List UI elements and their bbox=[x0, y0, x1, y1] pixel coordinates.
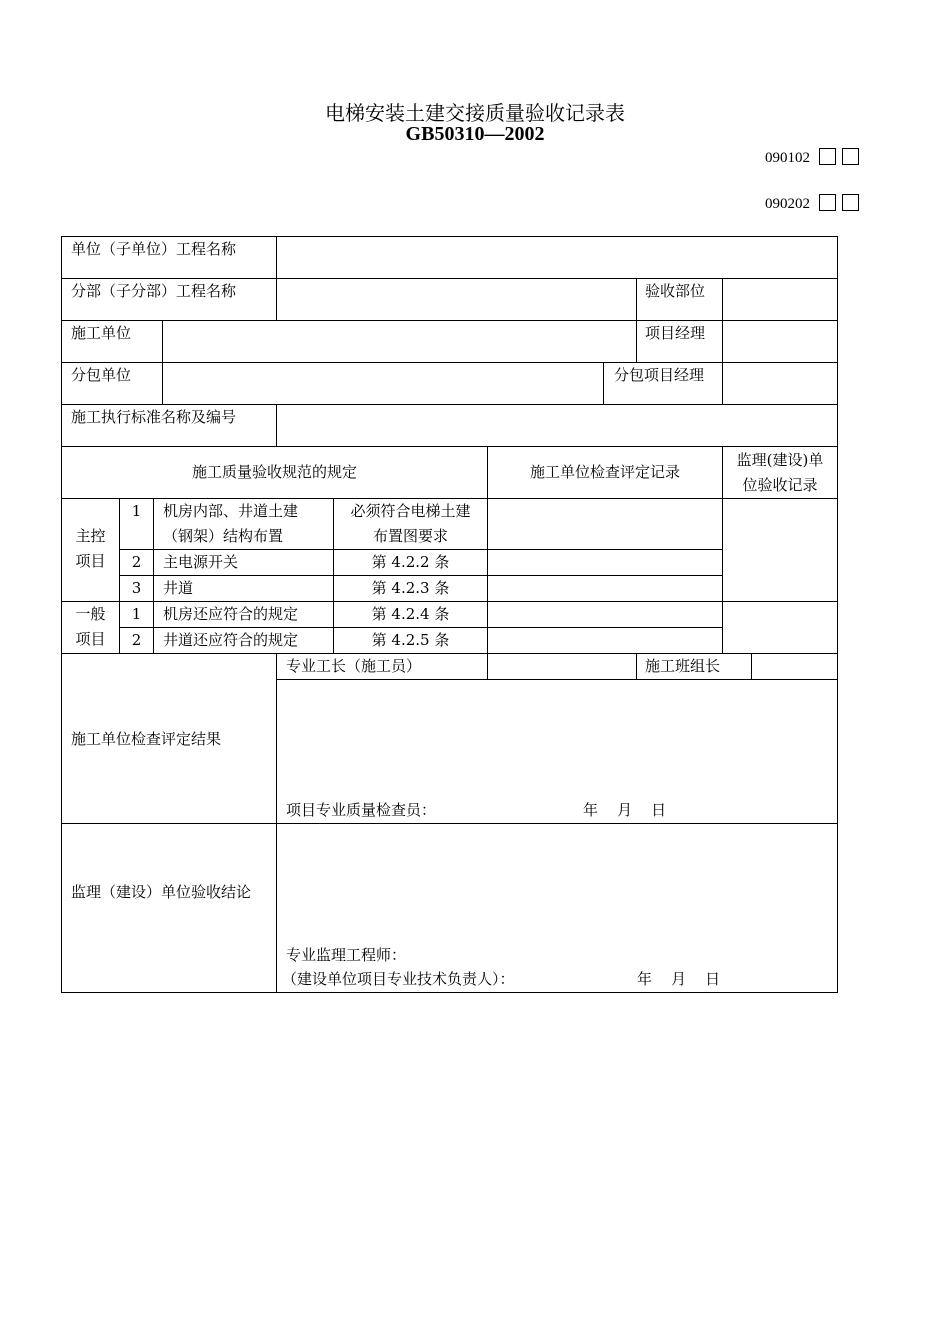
standard-code: GB50310—2002 bbox=[405, 123, 545, 145]
main-items-group-l1: 主控 bbox=[75, 527, 106, 545]
code-checkbox[interactable] bbox=[819, 148, 836, 165]
general-items-group-l2: 项目 bbox=[75, 630, 106, 648]
item-name-l2: （钢架）结构布置 bbox=[163, 527, 284, 545]
accept-part-label: 验收部位 bbox=[645, 282, 706, 300]
item-number: 2 bbox=[131, 553, 142, 571]
form-code-1: 090102 bbox=[765, 150, 810, 166]
spec-column-header: 施工质量验收规范的规定 bbox=[191, 463, 357, 481]
sub-project-label: 分部（子分部）工程名称 bbox=[71, 282, 237, 300]
standard-label: 施工执行标准名称及编号 bbox=[71, 408, 237, 426]
inspector-label: 项目专业质量检查员： bbox=[286, 801, 437, 819]
item-number: 3 bbox=[131, 579, 142, 597]
constructor-label: 施工单位 bbox=[71, 324, 132, 342]
pm-label: 项目经理 bbox=[645, 324, 706, 342]
item-number: 1 bbox=[131, 502, 142, 520]
item-name: 井道还应符合的规定 bbox=[163, 631, 299, 649]
general-items-group-l1: 一般 bbox=[75, 605, 106, 623]
item-requirement: 第 4.2.2 条 bbox=[371, 553, 450, 571]
item-number: 2 bbox=[131, 631, 142, 649]
item-requirement-l1: 必须符合电梯土建 bbox=[350, 502, 471, 520]
check-result-label: 施工单位检查评定结果 bbox=[71, 730, 222, 748]
item-number: 1 bbox=[131, 605, 142, 623]
item-name: 机房还应符合的规定 bbox=[163, 605, 299, 623]
item-name: 主电源开关 bbox=[163, 553, 239, 571]
item-requirement: 第 4.2.5 条 bbox=[371, 631, 450, 649]
form-code-2: 090202 bbox=[765, 196, 810, 212]
item-requirement-l2: 布置图要求 bbox=[372, 527, 448, 545]
item-requirement: 第 4.2.3 条 bbox=[371, 579, 450, 597]
subcontractor-label: 分包单位 bbox=[71, 366, 132, 384]
check-record-column-header: 施工单位检查评定记录 bbox=[529, 463, 680, 481]
item-requirement: 第 4.2.4 条 bbox=[371, 605, 450, 623]
page-title: 电梯安装土建交接质量验收记录表 bbox=[325, 101, 625, 125]
supervision-column-header-l1: 监理(建设)单 bbox=[736, 451, 824, 469]
code-checkbox[interactable] bbox=[842, 194, 859, 211]
conclusion-date: 年 月 日 bbox=[637, 970, 721, 988]
team-leader-label: 施工班组长 bbox=[645, 657, 721, 675]
owner-label: （建设单位项目专业技术负责人）： bbox=[282, 970, 515, 988]
main-items-group-l2: 项目 bbox=[75, 552, 106, 570]
item-name: 井道 bbox=[163, 579, 194, 597]
engineer-label: 专业监理工程师： bbox=[286, 946, 407, 964]
conclusion-label: 监理（建设）单位验收结论 bbox=[71, 883, 252, 901]
code-checkbox[interactable] bbox=[819, 194, 836, 211]
unit-project-label: 单位（子单位）工程名称 bbox=[71, 240, 237, 258]
item-name-l1: 机房内部、井道土建 bbox=[163, 502, 299, 520]
foreman-label: 专业工长（施工员） bbox=[286, 657, 422, 675]
supervision-column-header-l2: 位验收记录 bbox=[742, 476, 818, 494]
code-checkbox[interactable] bbox=[842, 148, 859, 165]
sub-pm-label: 分包项目经理 bbox=[614, 366, 705, 384]
inspection-date: 年 月 日 bbox=[583, 801, 667, 819]
